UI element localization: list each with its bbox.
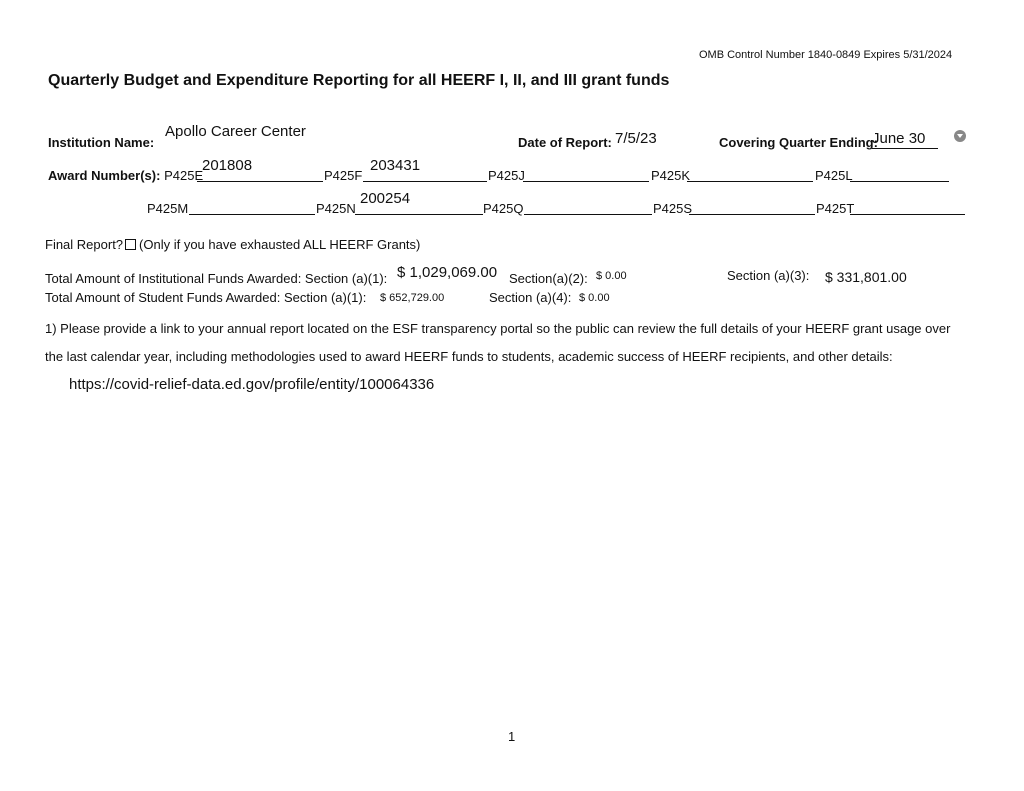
institution-name-label: Institution Name: bbox=[48, 135, 155, 150]
form-title: Quarterly Budget and Expenditure Reporting for all HEERF I, II, and III grant funds bbox=[48, 72, 670, 89]
section-a3-label: Section (a)(3): bbox=[727, 268, 810, 283]
p425f-field[interactable]: 203431 bbox=[370, 157, 421, 174]
p425t-label: P425T bbox=[816, 201, 855, 216]
question-1-line-1: 1) Please provide a link to your annual report located on the ESF transparency portal so the public can review the full details of your HEERF grant usage over bbox=[45, 321, 951, 336]
p425s-line bbox=[689, 214, 815, 215]
p425k-label: P425K bbox=[651, 168, 691, 183]
p425n-label: P425N bbox=[316, 201, 356, 216]
final-report-note: (Only if you have exhausted ALL HEERF Grants) bbox=[139, 237, 421, 252]
quarter-ending-underline bbox=[872, 148, 938, 149]
p425f-line bbox=[363, 181, 487, 182]
p425l-line bbox=[850, 181, 949, 182]
section-a4-field[interactable]: $ 0.00 bbox=[579, 292, 610, 304]
institutional-funds-label: Total Amount of Institutional Funds Awarded: Section (a)(1): bbox=[45, 271, 388, 286]
student-funds-label: Total Amount of Student Funds Awarded: Section (a)(1): bbox=[45, 290, 367, 305]
p425e-field[interactable]: 201808 bbox=[202, 157, 253, 174]
omb-control-number: OMB Control Number 1840-0849 Expires 5/31/2024 bbox=[699, 49, 953, 61]
p425l-label: P425L bbox=[815, 168, 853, 183]
award-numbers-label: Award Number(s): bbox=[48, 168, 161, 183]
p425m-line bbox=[189, 214, 315, 215]
chevron-down-icon[interactable] bbox=[954, 130, 966, 142]
p425q-line bbox=[524, 214, 652, 215]
p425q-label: P425Q bbox=[483, 201, 524, 216]
section-a2-field[interactable]: $ 0.00 bbox=[596, 270, 627, 282]
student-a1-field[interactable]: $ 652,729.00 bbox=[380, 292, 445, 304]
p425s-label: P425S bbox=[653, 201, 693, 216]
page-number: 1 bbox=[508, 729, 516, 744]
p425m-label: P425M bbox=[147, 201, 189, 216]
date-of-report-label: Date of Report: bbox=[518, 135, 612, 150]
question-1-answer-field[interactable]: https://covid-relief-data.ed.gov/profile/entity/100064336 bbox=[69, 376, 435, 393]
question-1-line-2: the last calendar year, including methodologies used to award HEERF funds to students, academic success of HEERF recipients, and other details: bbox=[45, 349, 893, 364]
award-row-1 bbox=[48, 168, 203, 183]
date-of-report-field[interactable]: 7/5/23 bbox=[615, 130, 657, 147]
institutional-a1-field[interactable]: $ 1,029,069.00 bbox=[397, 264, 498, 281]
quarter-ending-field[interactable]: June 30 bbox=[872, 130, 926, 147]
p425k-line bbox=[687, 181, 813, 182]
section-a3-field[interactable]: $ 331,801.00 bbox=[825, 269, 907, 285]
final-report-row bbox=[45, 237, 420, 252]
final-report-checkbox[interactable] bbox=[125, 239, 136, 250]
p425e-line bbox=[197, 181, 323, 182]
p425n-line bbox=[355, 214, 483, 215]
section-a4-label: Section (a)(4): bbox=[489, 290, 572, 305]
section-a2-label: Section(a)(2): bbox=[509, 271, 588, 286]
p425t-line bbox=[850, 214, 965, 215]
p425e-label: P425E bbox=[164, 168, 204, 183]
p425j-label: P425J bbox=[488, 168, 525, 183]
p425n-field[interactable]: 200254 bbox=[360, 190, 411, 207]
p425f-label: P425F bbox=[324, 168, 363, 183]
p425j-line bbox=[523, 181, 649, 182]
institution-name-field[interactable]: Apollo Career Center bbox=[165, 123, 306, 140]
final-report-label: Final Report? bbox=[45, 237, 124, 252]
quarter-ending-label: Covering Quarter Ending: bbox=[719, 135, 878, 150]
